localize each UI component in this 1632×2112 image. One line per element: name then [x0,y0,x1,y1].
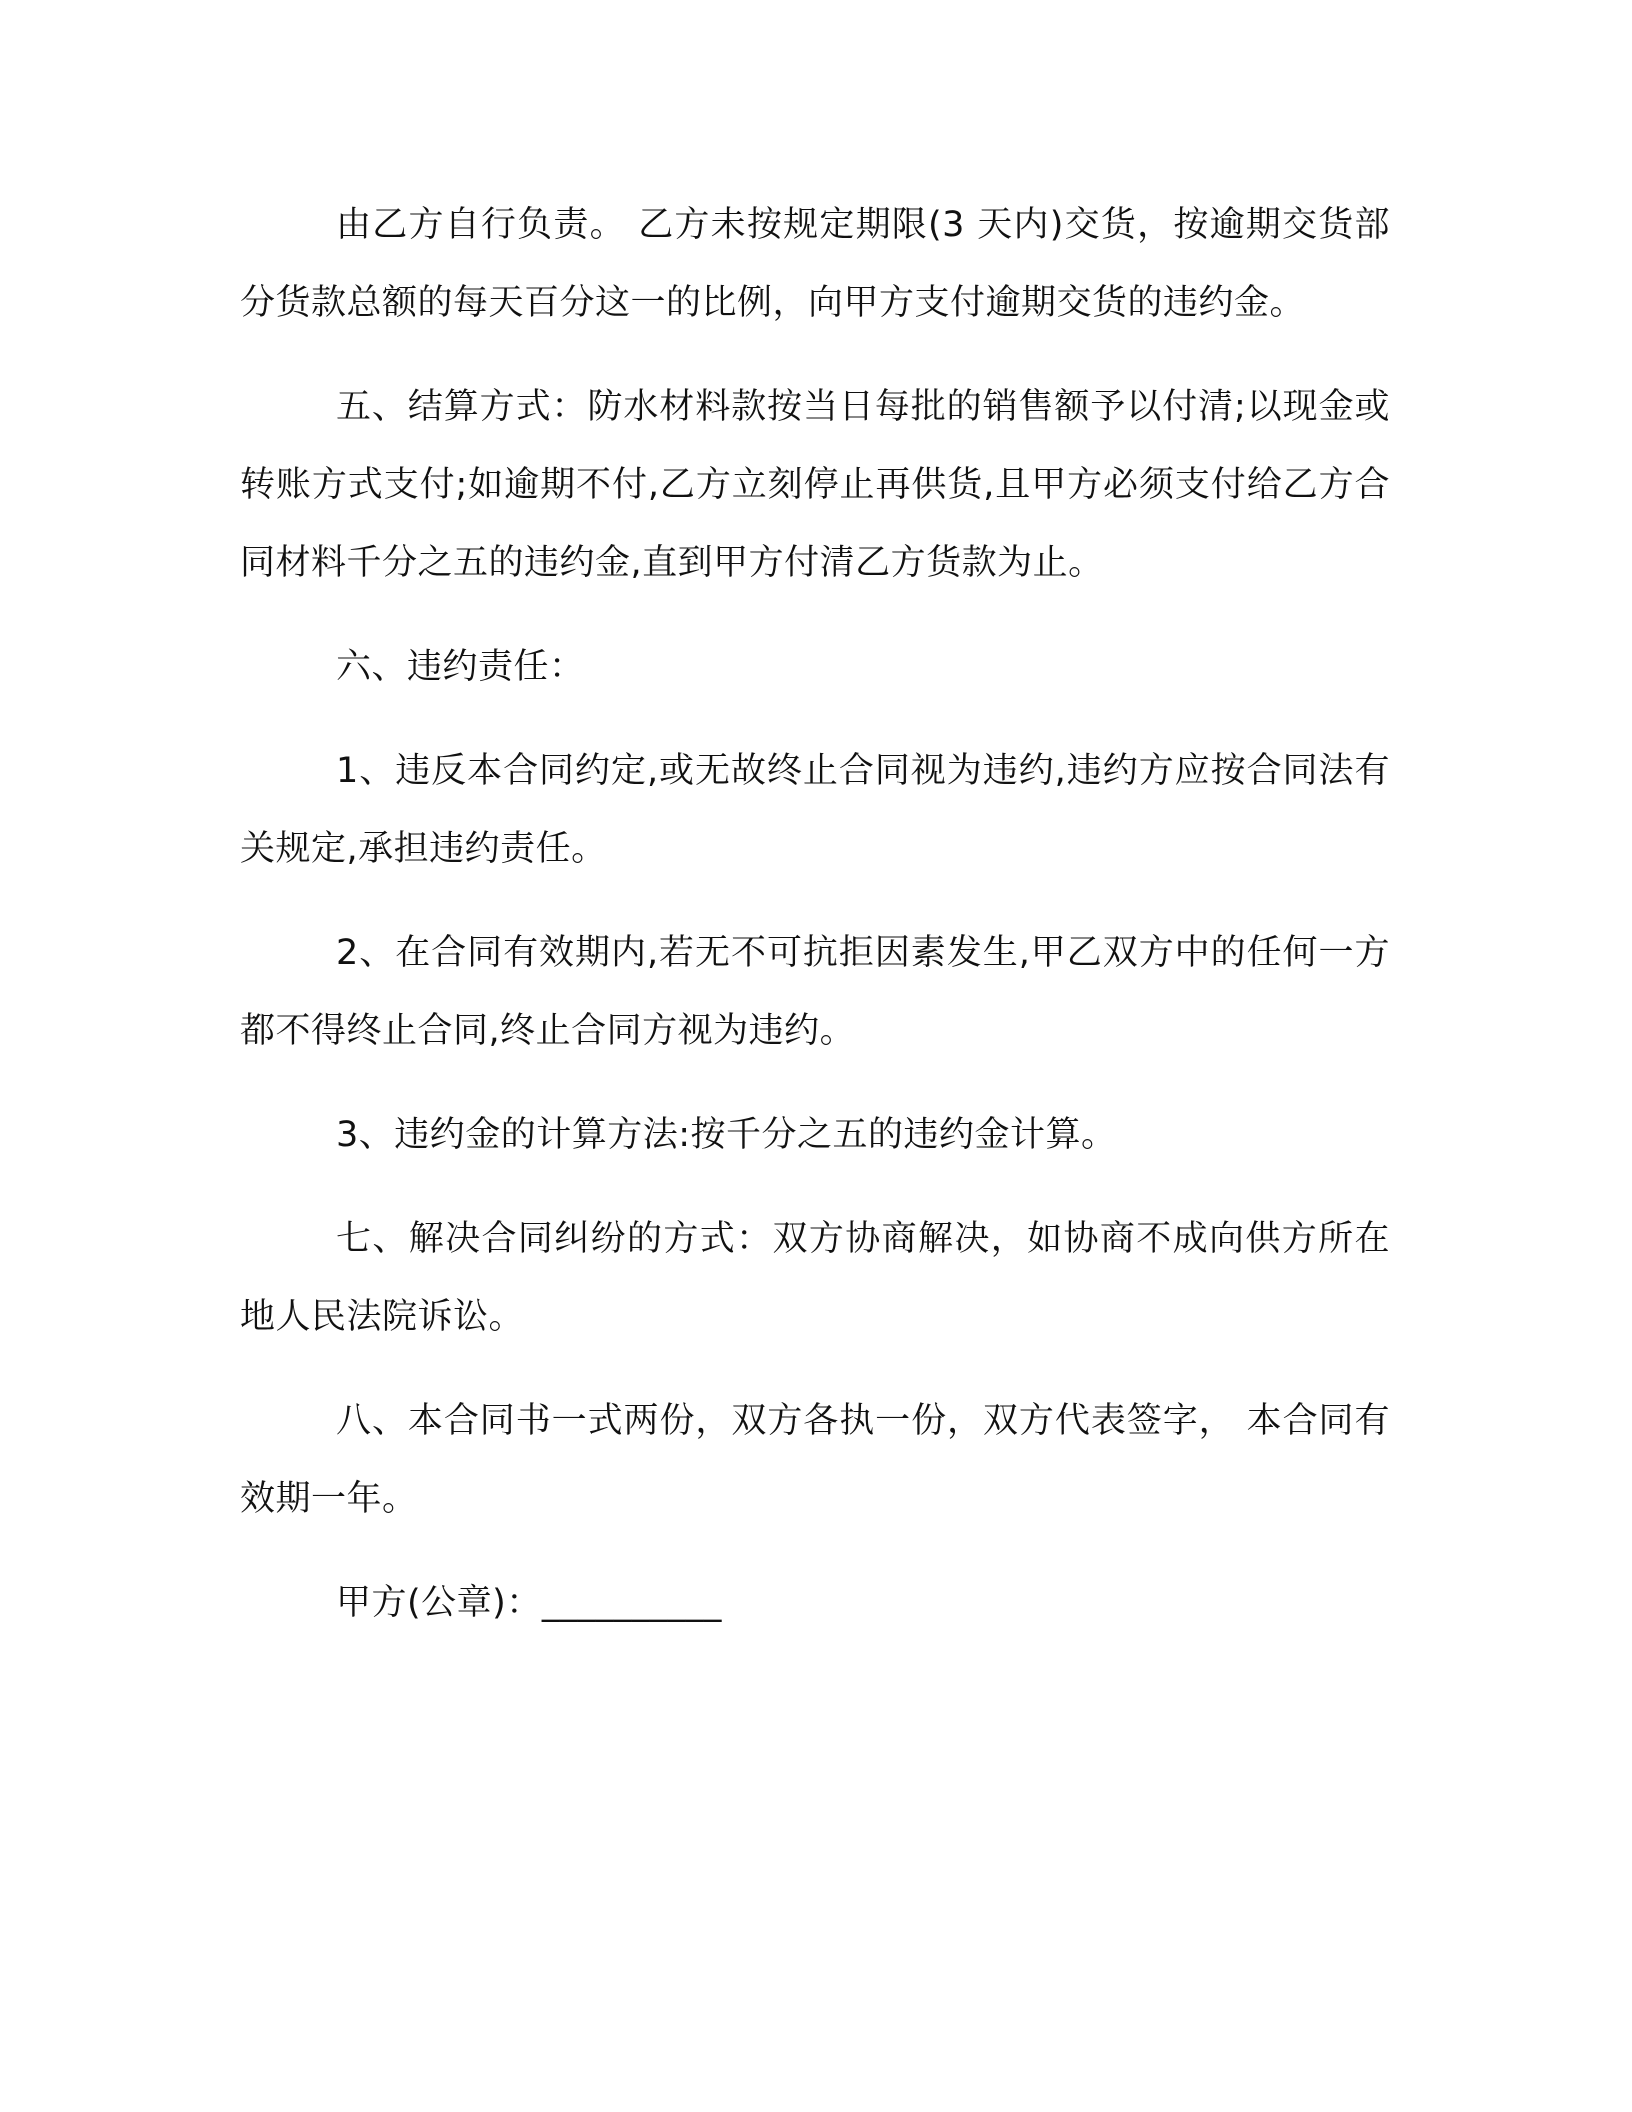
paragraph-breach-heading: 六、违约责任： [336,647,585,687]
paragraph-dispute-resolution: 七、解决合同纠纷的方式：双方协商解决，如协商不成向供方所在地人民法院诉讼。 [240,1219,1390,1337]
party-a-signature-line [240,1564,1390,1642]
party-a-seal-label: 甲方(公章)： [336,1583,542,1623]
signature-blank: __________ [541,1583,722,1623]
paragraph-copies-validity: 八、本合同书一式两份，双方各执一份，双方代表签字， 本合同有效期一年。 [240,1401,1390,1519]
document-body [240,186,1390,1642]
paragraph-breach-item-3: 3、违约金的计算方法:按千分之五的违约金计算。 [336,1115,1117,1155]
paragraph-settlement-method: 五、结算方式：防水材料款按当日每批的销售额予以付清;以现金或转账方式支付;如逾期不付,乙方立刻停止再供货,且甲方必须支付给乙方合同材料千分之五的违约金,直到甲方付清乙方货款为止。 [240,387,1390,583]
paragraph-breach-item-2: 2、在合同有效期内,若无不可抗拒因素发生,甲乙双方中的任何一方都不得终止合同,终止合同方视为违约。 [240,933,1390,1051]
paragraph-delivery-liability: 由乙方自行负责。 乙方未按规定期限(3 天内)交货，按逾期交货部分货款总额的每天百分这一的比例，向甲方支付逾期交货的违约金。 [240,205,1390,323]
paragraph-breach-item-1: 1、违反本合同约定,或无故终止合同视为违约,违约方应按合同法有关规定,承担违约责任。 [240,751,1390,869]
